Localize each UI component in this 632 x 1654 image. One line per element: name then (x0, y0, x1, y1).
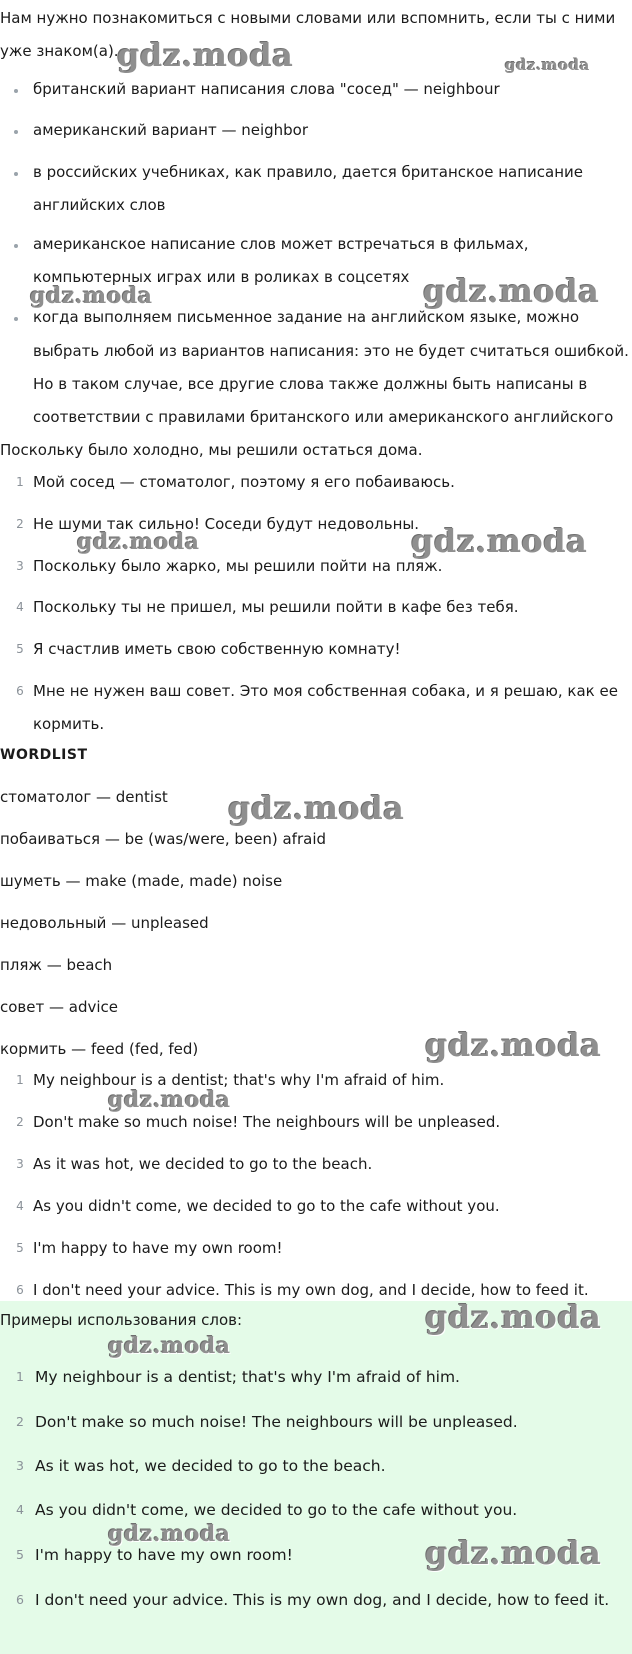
wordlist-entry: совет — advice (0, 998, 119, 1016)
list-item: I'm happy to have my own room! (33, 1239, 283, 1257)
examples-title: Примеры использования слов: (0, 1311, 243, 1329)
watermark: gdz.moda (411, 522, 588, 560)
list-item: Не шуми так сильно! Соседи будут недовольны. (33, 515, 420, 533)
wordlist-entry: недовольный — unpleased (0, 914, 209, 932)
watermark: gdz.moda (108, 1333, 231, 1359)
wordlist-entry: шуметь — make (made, made) noise (0, 872, 283, 890)
wordlist-entry: побаиваться — be (was/were, been) afraid (0, 830, 327, 848)
bullet-item: в российских учебниках, как правило, дается британское написание (33, 163, 584, 181)
wordlist-entry: стоматолог — dentist (0, 788, 168, 806)
list-number: 1 (16, 1073, 24, 1087)
watermark: gdz.moda (30, 283, 153, 309)
list-number: 3 (16, 559, 24, 573)
list-number: 2 (16, 1414, 24, 1429)
list-number: 2 (16, 517, 24, 531)
list-number: 5 (16, 1547, 24, 1562)
example-item: My neighbour is a dentist; that's why I'm afraid of him. (35, 1368, 460, 1386)
list-item-cont: кормить. (33, 715, 105, 733)
example-item: As you didn't come, we decided to go to the cafe without you. (35, 1501, 518, 1519)
watermark: gdz.moda (425, 1534, 602, 1572)
bullet-item: британский вариант написания слова "сосед" — neighbour (33, 80, 500, 98)
list-item: As you didn't come, we decided to go to the cafe without you. (33, 1197, 500, 1215)
bullet-icon (14, 130, 18, 134)
wordlist-entry: кормить — feed (fed, fed) (0, 1040, 199, 1058)
list-number: 4 (16, 600, 24, 614)
watermark: gdz.moda (423, 272, 600, 310)
bullet-icon (14, 317, 18, 321)
watermark: gdz.moda (77, 529, 200, 555)
bullet-item: американский вариант — neighbor (33, 121, 309, 139)
watermark: gdz.moda (108, 1087, 231, 1113)
wordlist-title: WORDLIST (0, 747, 88, 763)
list-item: I don't need your advice. This is my own dog, and I decide, how to feed it. (33, 1281, 589, 1299)
watermark: gdz.moda (425, 1298, 602, 1336)
watermark: gdz.moda (505, 56, 590, 74)
list-item: Мой сосед — стоматолог, поэтому я его побаиваюсь. (33, 473, 455, 491)
list-number: 4 (16, 1502, 24, 1517)
watermark: gdz.moda (108, 1521, 231, 1547)
list-number: 6 (16, 1592, 24, 1607)
list-number: 3 (16, 1458, 24, 1473)
bullet-item: когда выполняем письменное задание на английском языке, можно (33, 308, 580, 326)
bullet-item-cont: выбрать любой из вариантов написания: это не будет считаться ошибкой. (33, 342, 629, 360)
bullet-item-cont: соответствии с правилами британского или американского английского (33, 408, 614, 426)
example-item: As it was hot, we decided to go to the beach. (35, 1457, 386, 1475)
list-number: 5 (16, 642, 24, 656)
list-item: My neighbour is a dentist; that's why I'm afraid of him. (33, 1071, 445, 1089)
list-item: Мне не нужен ваш совет. Это моя собственная собака, и я решаю, как ее (33, 682, 618, 700)
watermark: gdz.moda (228, 789, 405, 827)
example-item: I don't need your advice. This is my own dog, and I decide, how to feed it. (35, 1591, 610, 1609)
list-item: Поскольку было жарко, мы решили пойти на пляж. (33, 557, 443, 575)
intro-line-1: Нам нужно познакомиться с новыми словами или вспомнить, если ты с ними (0, 9, 616, 27)
example-item: Don't make so much noise! The neighbours will be unpleased. (35, 1413, 518, 1431)
bullet-icon (14, 244, 18, 248)
bullet-item-cont: английских слов (33, 196, 166, 214)
list-number: 2 (16, 1115, 24, 1129)
example-sentence: Поскольку было холодно, мы решили остаться дома. (0, 441, 423, 459)
wordlist-entry: пляж — beach (0, 956, 113, 974)
bullet-item: американское написание слов может встречаться в фильмах, (33, 235, 529, 253)
list-number: 6 (16, 1283, 24, 1297)
list-item: Я счастлив иметь свою собственную комнату! (33, 640, 401, 658)
list-number: 1 (16, 1369, 24, 1384)
list-number: 4 (16, 1199, 24, 1213)
example-item: I'm happy to have my own room! (35, 1546, 293, 1564)
bullet-icon (14, 172, 18, 176)
list-item: Поскольку ты не пришел, мы решили пойти в кафе без тебя. (33, 598, 519, 616)
list-number: 6 (16, 684, 24, 698)
list-item: As it was hot, we decided to go to the beach. (33, 1155, 373, 1173)
bullet-item-cont: компьютерных играх или в роликах в соцсетях (33, 268, 410, 286)
bullet-icon (14, 89, 18, 93)
list-item: Don't make so much noise! The neighbours will be unpleased. (33, 1113, 501, 1131)
intro-line-2: уже знаком(а). (0, 42, 119, 60)
watermark: gdz.moda (117, 36, 294, 74)
list-number: 1 (16, 475, 24, 489)
list-number: 5 (16, 1241, 24, 1255)
list-number: 3 (16, 1157, 24, 1171)
watermark: gdz.moda (425, 1026, 602, 1064)
bullet-item-cont: Но в таком случае, все другие слова также должны быть написаны в (33, 375, 588, 393)
